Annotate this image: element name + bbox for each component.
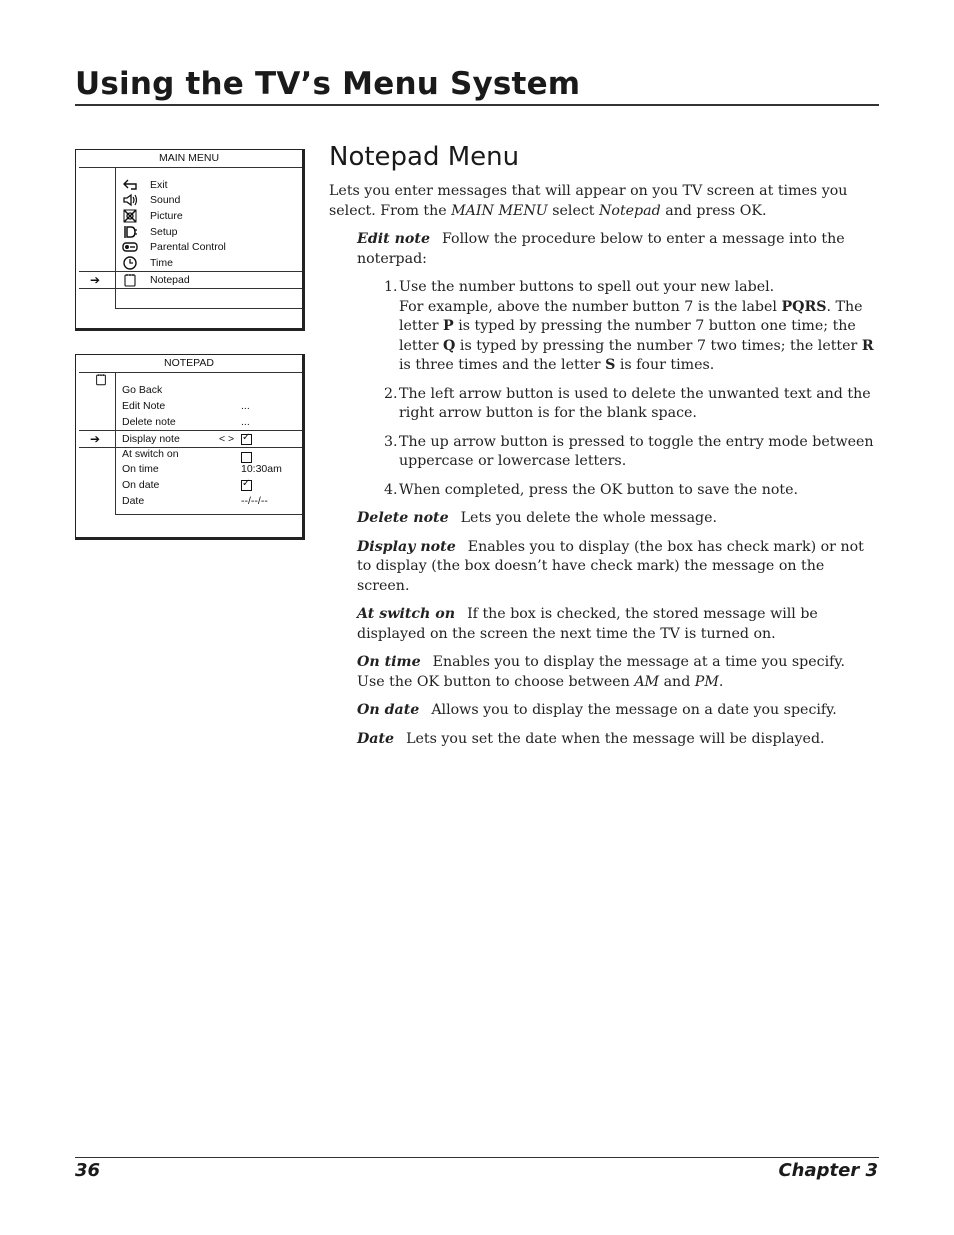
notepad-item-on-time[interactable] [76,461,302,477]
menu-item-label: Setup [150,226,178,238]
notepad-item-label: Go Back [122,384,163,396]
edit-note-paragraph: Edit note Follow the procedure below to enter a message into the noterpad: [357,231,845,267]
edit-steps-list [329,278,877,500]
menu-item-picture[interactable] [76,208,302,224]
list-item: 1. Use the number buttons to spell out your new label. For example, above the number button 7 is the label PQRS. The letter P is typed by pressing the number 7 button one time; the letter Q is typed by pressing the number 7 two times; the letter R is three times and the letter S is four times. [384,279,874,373]
menu-item-label: Sound [150,194,181,206]
chapter-label: Chapter 3 [778,1160,878,1181]
notepad-item-value: --/--/-- [241,495,268,507]
on-date-paragraph: On date Allows you to display the message on a date you specify. [357,702,837,718]
notepad-item-label: Edit Note [122,400,166,412]
notepad-item-date[interactable] [76,493,302,509]
footer-rule [75,1157,879,1158]
notepad-item-label: On date [122,479,160,491]
notepad-item-on-date[interactable] [76,477,302,493]
on-date-checkbox[interactable] [241,480,252,491]
notepad-item-value: 10:30am [241,463,282,475]
notepad-item-label: At switch on [122,448,179,460]
display-note-checkbox[interactable] [241,434,252,445]
list-item: 3. The up arrow button is pressed to toggle the entry mode between uppercase or lowercase letters. [384,433,874,469]
notepad-menu-panel [75,354,305,540]
menu-item-label: Notepad [150,274,190,286]
chapter-title: Using the TV’s Menu System [75,66,581,102]
at-switch-on-paragraph: At switch on If the box is checked, the stored message will be displayed on the screen the next time the TV is turned on. [357,606,818,642]
edit-note-term: Edit note [357,231,430,247]
delete-note-paragraph: Delete note Lets you delete the whole message. [357,510,718,526]
menu-item-label: Time [150,257,173,269]
menu-item-setup[interactable] [76,224,302,240]
title-rule [75,104,879,106]
parental-control-icon [122,240,138,254]
setup-icon [122,225,138,239]
notepad-item-go-back[interactable] [76,382,302,398]
clock-icon [122,256,138,270]
notepad-menu-title: NOTEPAD [164,357,214,369]
body-text [329,182,877,758]
menu-item-label: Parental Control [150,241,226,253]
on-time-paragraph: On time Enables you to display the message at a time you specify. Use the OK button to choose between AM and PM. [357,654,846,690]
selection-arrow-icon: ➔ [90,432,101,446]
notepad-item-delete-note[interactable] [76,414,302,430]
display-note-paragraph: Display note Enables you to display (the box has check mark) or not to display (the box doesn’t have check mark) the message on the screen. [357,538,864,594]
list-item: 2. The left arrow button is used to delete the unwanted text and the right arrow button is for the blank space. [384,385,871,421]
notepad-item-value: ... [241,400,250,412]
sound-icon [122,193,138,207]
picture-icon [122,209,138,223]
notepad-icon [122,273,138,287]
list-item: 4. When completed, press the OK button to save the note. [384,481,798,498]
section-heading: Notepad Menu [329,142,520,172]
main-menu-panel [75,149,305,331]
menu-item-label: Exit [150,179,168,191]
notepad-item-label: Date [122,495,145,507]
main-menu-title: MAIN MENU [158,152,220,164]
date-paragraph: Date Lets you set the date when the message will be displayed. [357,730,825,747]
menu-item-parental-control[interactable] [76,239,302,255]
notepad-item-at-switch-on[interactable] [76,446,302,462]
menu-item-time[interactable] [76,255,302,271]
notepad-item-label: On time [122,463,159,475]
menu-item-label: Picture [150,210,183,222]
menu-item-exit[interactable] [76,177,302,193]
notepad-item-edit-note[interactable] [76,398,302,414]
intro-paragraph: Lets you enter messages that will appear on you TV screen at times you select. From the MAIN MENU select Notepad and press OK. [329,183,848,219]
page-number: 36 [75,1160,101,1181]
exit-icon [122,178,138,192]
notepad-item-value: ... [241,416,250,428]
left-right-arrows: < > [219,433,235,445]
menu-item-notepad[interactable] [79,271,302,289]
notepad-item-label: Display note [122,433,180,445]
selection-arrow-icon: ➔ [90,273,101,287]
notepad-item-label: Delete note [122,416,176,428]
menu-item-sound[interactable] [76,192,302,208]
